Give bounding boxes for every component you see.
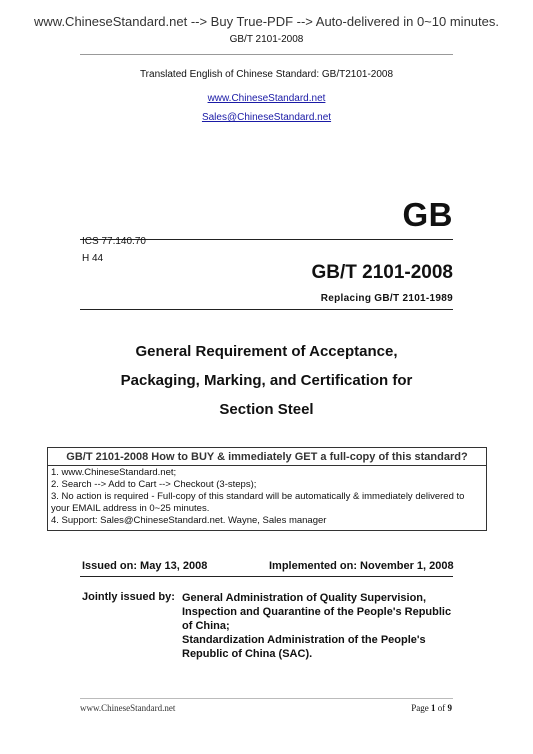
title-line-1: General Requirement of Acceptance, <box>135 343 398 360</box>
buy-step-1: 1. www.ChineseStandard.net; <box>51 467 177 478</box>
header-divider <box>80 54 453 55</box>
buy-box-divider <box>48 465 486 466</box>
gb-mark: GB <box>402 196 453 233</box>
buy-step-3: 3. No action is required - Full-copy of this standard will be automatically & immediately delivered to <box>51 491 465 502</box>
jointly-issued-label: Jointly issued by: <box>82 591 175 603</box>
issuer-line: Republic of China (SAC). <box>182 648 313 660</box>
issuer-line: General Administration of Quality Supervision, <box>182 592 427 604</box>
issuer-line: Inspection and Quarantine of the People's Republic <box>182 606 452 618</box>
footer-site: www.ChineseStandard.net <box>80 703 176 713</box>
replacing-standard: Replacing GB/T 2101-1989 <box>320 293 453 304</box>
header-banner: www.ChineseStandard.net --> Buy True-PDF --> Auto-delivered in 0~10 minutes. <box>34 14 499 29</box>
number-divider <box>80 309 453 310</box>
buy-box-title: GB/T 2101-2008 How to BUY & immediately GET a full-copy of this standard? <box>66 451 468 463</box>
page-indicator <box>411 703 452 713</box>
page-of: of <box>437 703 446 713</box>
page-total: 9 <box>447 703 452 713</box>
buy-instructions-box <box>47 447 487 531</box>
buy-step-2: 2. Search --> Add to Cart --> Checkout (3-steps); <box>51 479 257 490</box>
dates-divider <box>80 576 453 577</box>
issuer-line: of China; <box>182 620 230 632</box>
translated-line: Translated English of Chinese Standard: GB/T2101-2008 <box>139 69 394 80</box>
implemented-date: Implemented on: November 1, 2008 <box>269 560 454 572</box>
issuer-line: Standardization Administration of the People's <box>182 634 426 646</box>
email-link[interactable]: Sales@ChineseStandard.net <box>201 112 332 123</box>
buy-step-3-cont: your EMAIL address in 0~25 minutes. <box>51 503 210 514</box>
h-code: H 44 <box>82 253 104 264</box>
issuers-block <box>182 591 454 661</box>
footer-divider <box>80 698 453 699</box>
title-line-3: Section Steel <box>219 401 314 418</box>
issued-date: Issued on: May 13, 2008 <box>82 560 208 572</box>
title-line-2: Packaging, Marking, and Certification for <box>120 372 413 389</box>
buy-step-4: 4. Support: Sales@ChineseStandard.net. Wayne, Sales manager <box>51 515 327 526</box>
website-link[interactable]: www.ChineseStandard.net <box>207 93 326 104</box>
header-doc-id: GB/T 2101-2008 <box>229 34 304 45</box>
ics-code: ICS 77.140.70 <box>82 236 146 247</box>
page-current: 1 <box>431 703 436 713</box>
standard-number: GB/T 2101-2008 <box>311 262 453 283</box>
page-label: Page <box>411 703 429 713</box>
